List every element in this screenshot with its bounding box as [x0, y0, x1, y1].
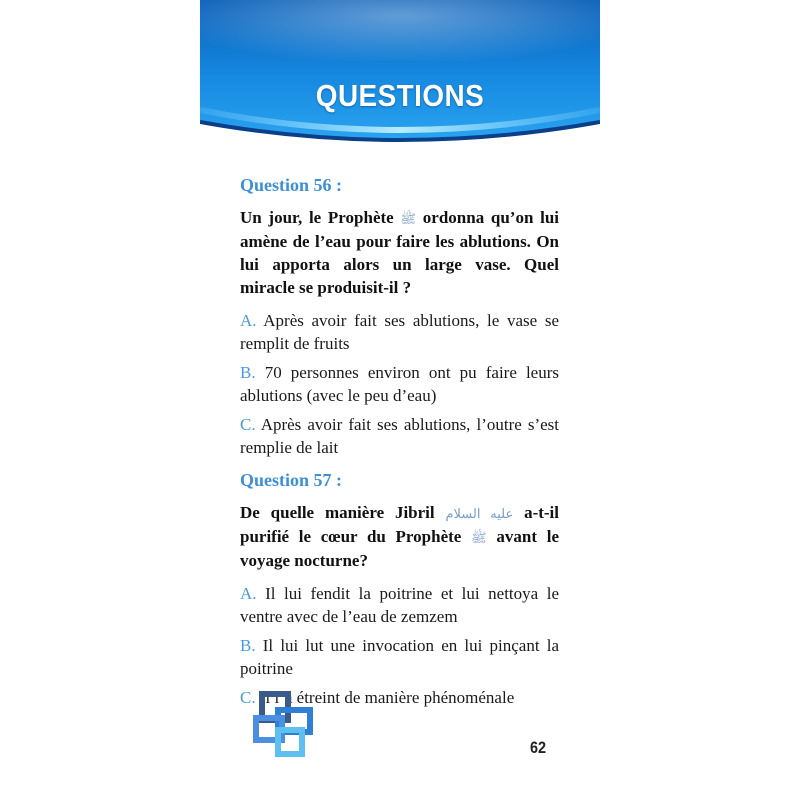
option-text: Après avoir fait ses ablutions, le vase se remplit de fruits	[240, 311, 559, 353]
header-banner	[200, 0, 600, 160]
option-text: Il l’a étreint de manière phénoménale	[259, 688, 515, 707]
answer-option-b	[240, 634, 559, 680]
question-text-part: De quelle manière Jibril	[240, 503, 435, 522]
page-number: 62	[530, 738, 547, 757]
option-letter: B.	[240, 636, 256, 655]
option-text: Il lui lut une invocation en lui pinçant la poitrine	[240, 636, 559, 678]
answer-option-b	[240, 361, 559, 407]
option-letter: A.	[240, 311, 257, 330]
question-block-57	[240, 467, 559, 709]
squares-logo-icon	[252, 690, 324, 762]
honorific-icon: ﷺ	[400, 211, 417, 226]
question-text	[240, 501, 559, 572]
question-label: Question 57 :	[240, 470, 343, 490]
option-letter: C.	[240, 688, 256, 707]
question-text-part: ordonna qu’on lui amène de l’eau pour faire les ablutions. On lui apporta alors un large vase. Quel miracle se produisit-il ?	[240, 208, 560, 297]
question-text-part: avant le voyage nocturne?	[240, 527, 559, 570]
option-text: Après avoir fait ses ablutions, l’outre s’est remplie de lait	[240, 415, 559, 457]
option-letter: A.	[240, 584, 257, 603]
page-card	[200, 0, 600, 800]
questions-content	[240, 172, 559, 715]
question-label: Question 56 :	[240, 175, 343, 195]
option-text: 70 personnes environ ont pu faire leurs ablutions (avec le peu d’eau)	[240, 363, 560, 405]
question-block-56	[240, 172, 559, 459]
question-text-part: Un jour, le Prophète	[240, 208, 394, 227]
answer-option-a	[240, 582, 559, 628]
question-text	[240, 206, 559, 299]
answer-option-c	[240, 413, 559, 459]
honorific-icon: ﷺ	[471, 530, 487, 545]
honorific-icon: عليه السلام	[445, 506, 514, 521]
answer-option-a	[240, 309, 559, 355]
page-title: QUESTIONS	[315, 78, 485, 113]
option-letter: B.	[240, 363, 256, 382]
question-text-part: a-t-il purifié le cœur du Prophète	[240, 503, 560, 546]
option-letter: C.	[240, 415, 256, 434]
option-text: Il lui fendit la poitrine et lui nettoya le ventre avec de l’eau de zemzem	[240, 584, 560, 626]
